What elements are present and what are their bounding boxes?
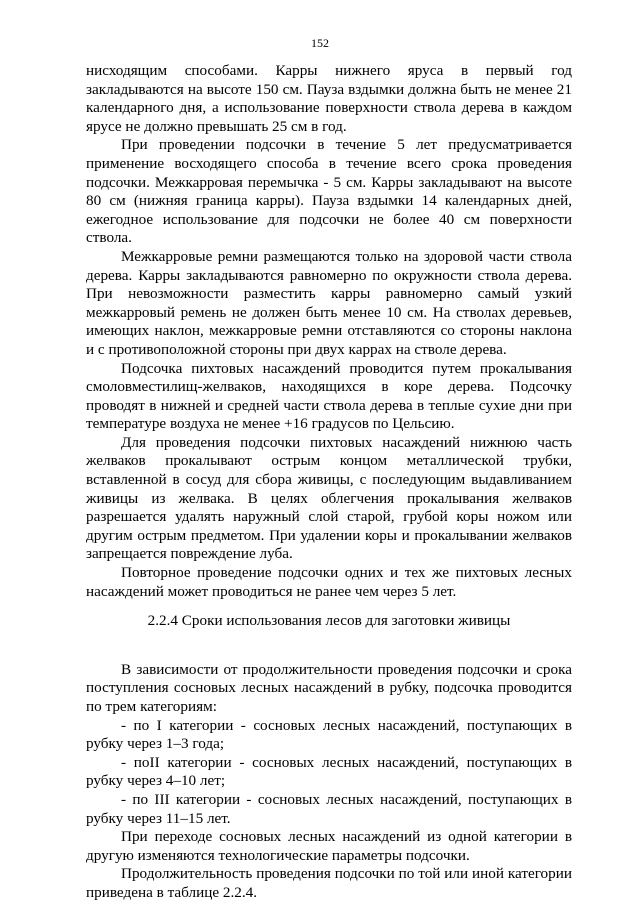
- category-item: - поII категории - сосновых лесных насаждений, поступающих в рубку через 4–10 лет;: [86, 753, 572, 790]
- paragraph-continuation: нисходящим способами. Карры нижнего яруса в первый год закладываются на высоте 150 см. Пауза вздымки должна быть не менее 21 календарного дня, а использование поверхности ствола дерева в каждом ярусе не должно превышать 25 см в год.: [86, 62, 572, 135]
- paragraph: Межкарровые ремни размещаются только на здоровой части ствола дерева. Карры закладываются равномерно по окружности ствола дерева. При невозможности разместить карры равномерно самый узкий межкарровый ремень не должен быть менее 10 см. На стволах деревьев, имеющих наклон, межкарровые ремни отставляются со стороны наклона и с противоположной стороны при двух каррах на стволе дерева.: [86, 247, 572, 358]
- paragraph: Повторное проведение подсочки одних и тех же пихтовых лесных насаждений может проводиться не ранее чем через 5 лет.: [86, 564, 572, 600]
- section-heading: 2.2.4 Сроки использования лесов для заготовки живицы: [147, 612, 511, 630]
- paragraph: Подсочка пихтовых насаждений проводится путем прокалывания смоловместилищ-желваков, находящихся в коре дерева. Подсочку проводят в нижней и средней части ствола дерева в теплые сухие дни при температуре воздуха не менее +16 градусов по Цельсию.: [86, 359, 572, 433]
- paragraph: При переходе сосновых лесных насаждений из одной категории в другую изменяются технологические параметры подсочки.: [86, 828, 572, 864]
- page-number: 152: [311, 36, 329, 50]
- intro-paragraph: В зависимости от продолжительности проведения подсочки и срока поступления сосновых лесных насаждений в рубку, подсочка проводится по трем категориям:: [86, 660, 572, 715]
- paragraph: Для проведения подсочки пихтовых насаждений нижнюю часть желваков прокалывают острым концом металлической трубки, вставленной в сосуд для сбора живицы, с последующим выдавливанием живицы из желвака. В целях облегчения прокалывания желваков разрешается удалять наружный слой старой, грубой коры ножом или другим острым предметом. При удалении коры и прокалывании желваков запрещается повреждение луба.: [86, 433, 572, 563]
- paragraph: Продолжительность проведения подсочки по той или иной категории приведена в таблице 2.2.4.: [86, 865, 572, 901]
- paragraph: При проведении подсочки в течение 5 лет предусматривается применение восходящего способа в течение всего срока проведения подсочки. Межкарровая перемычка - 5 см. Карры закладывают на высоте 80 см (нижняя граница карры). Пауза вздымки 14 календарных дней, ежегодное использование для подсочки не более 40 см поверхности ствола.: [86, 136, 572, 247]
- document-body: [86, 62, 572, 903]
- category-item: - по I категории - сосновых лесных насаждений, поступающих в рубку через 1–3 года;: [86, 716, 572, 753]
- category-item: - по III категории - сосновых лесных насаждений, поступающих в рубку через 11–15 лет.: [86, 790, 572, 827]
